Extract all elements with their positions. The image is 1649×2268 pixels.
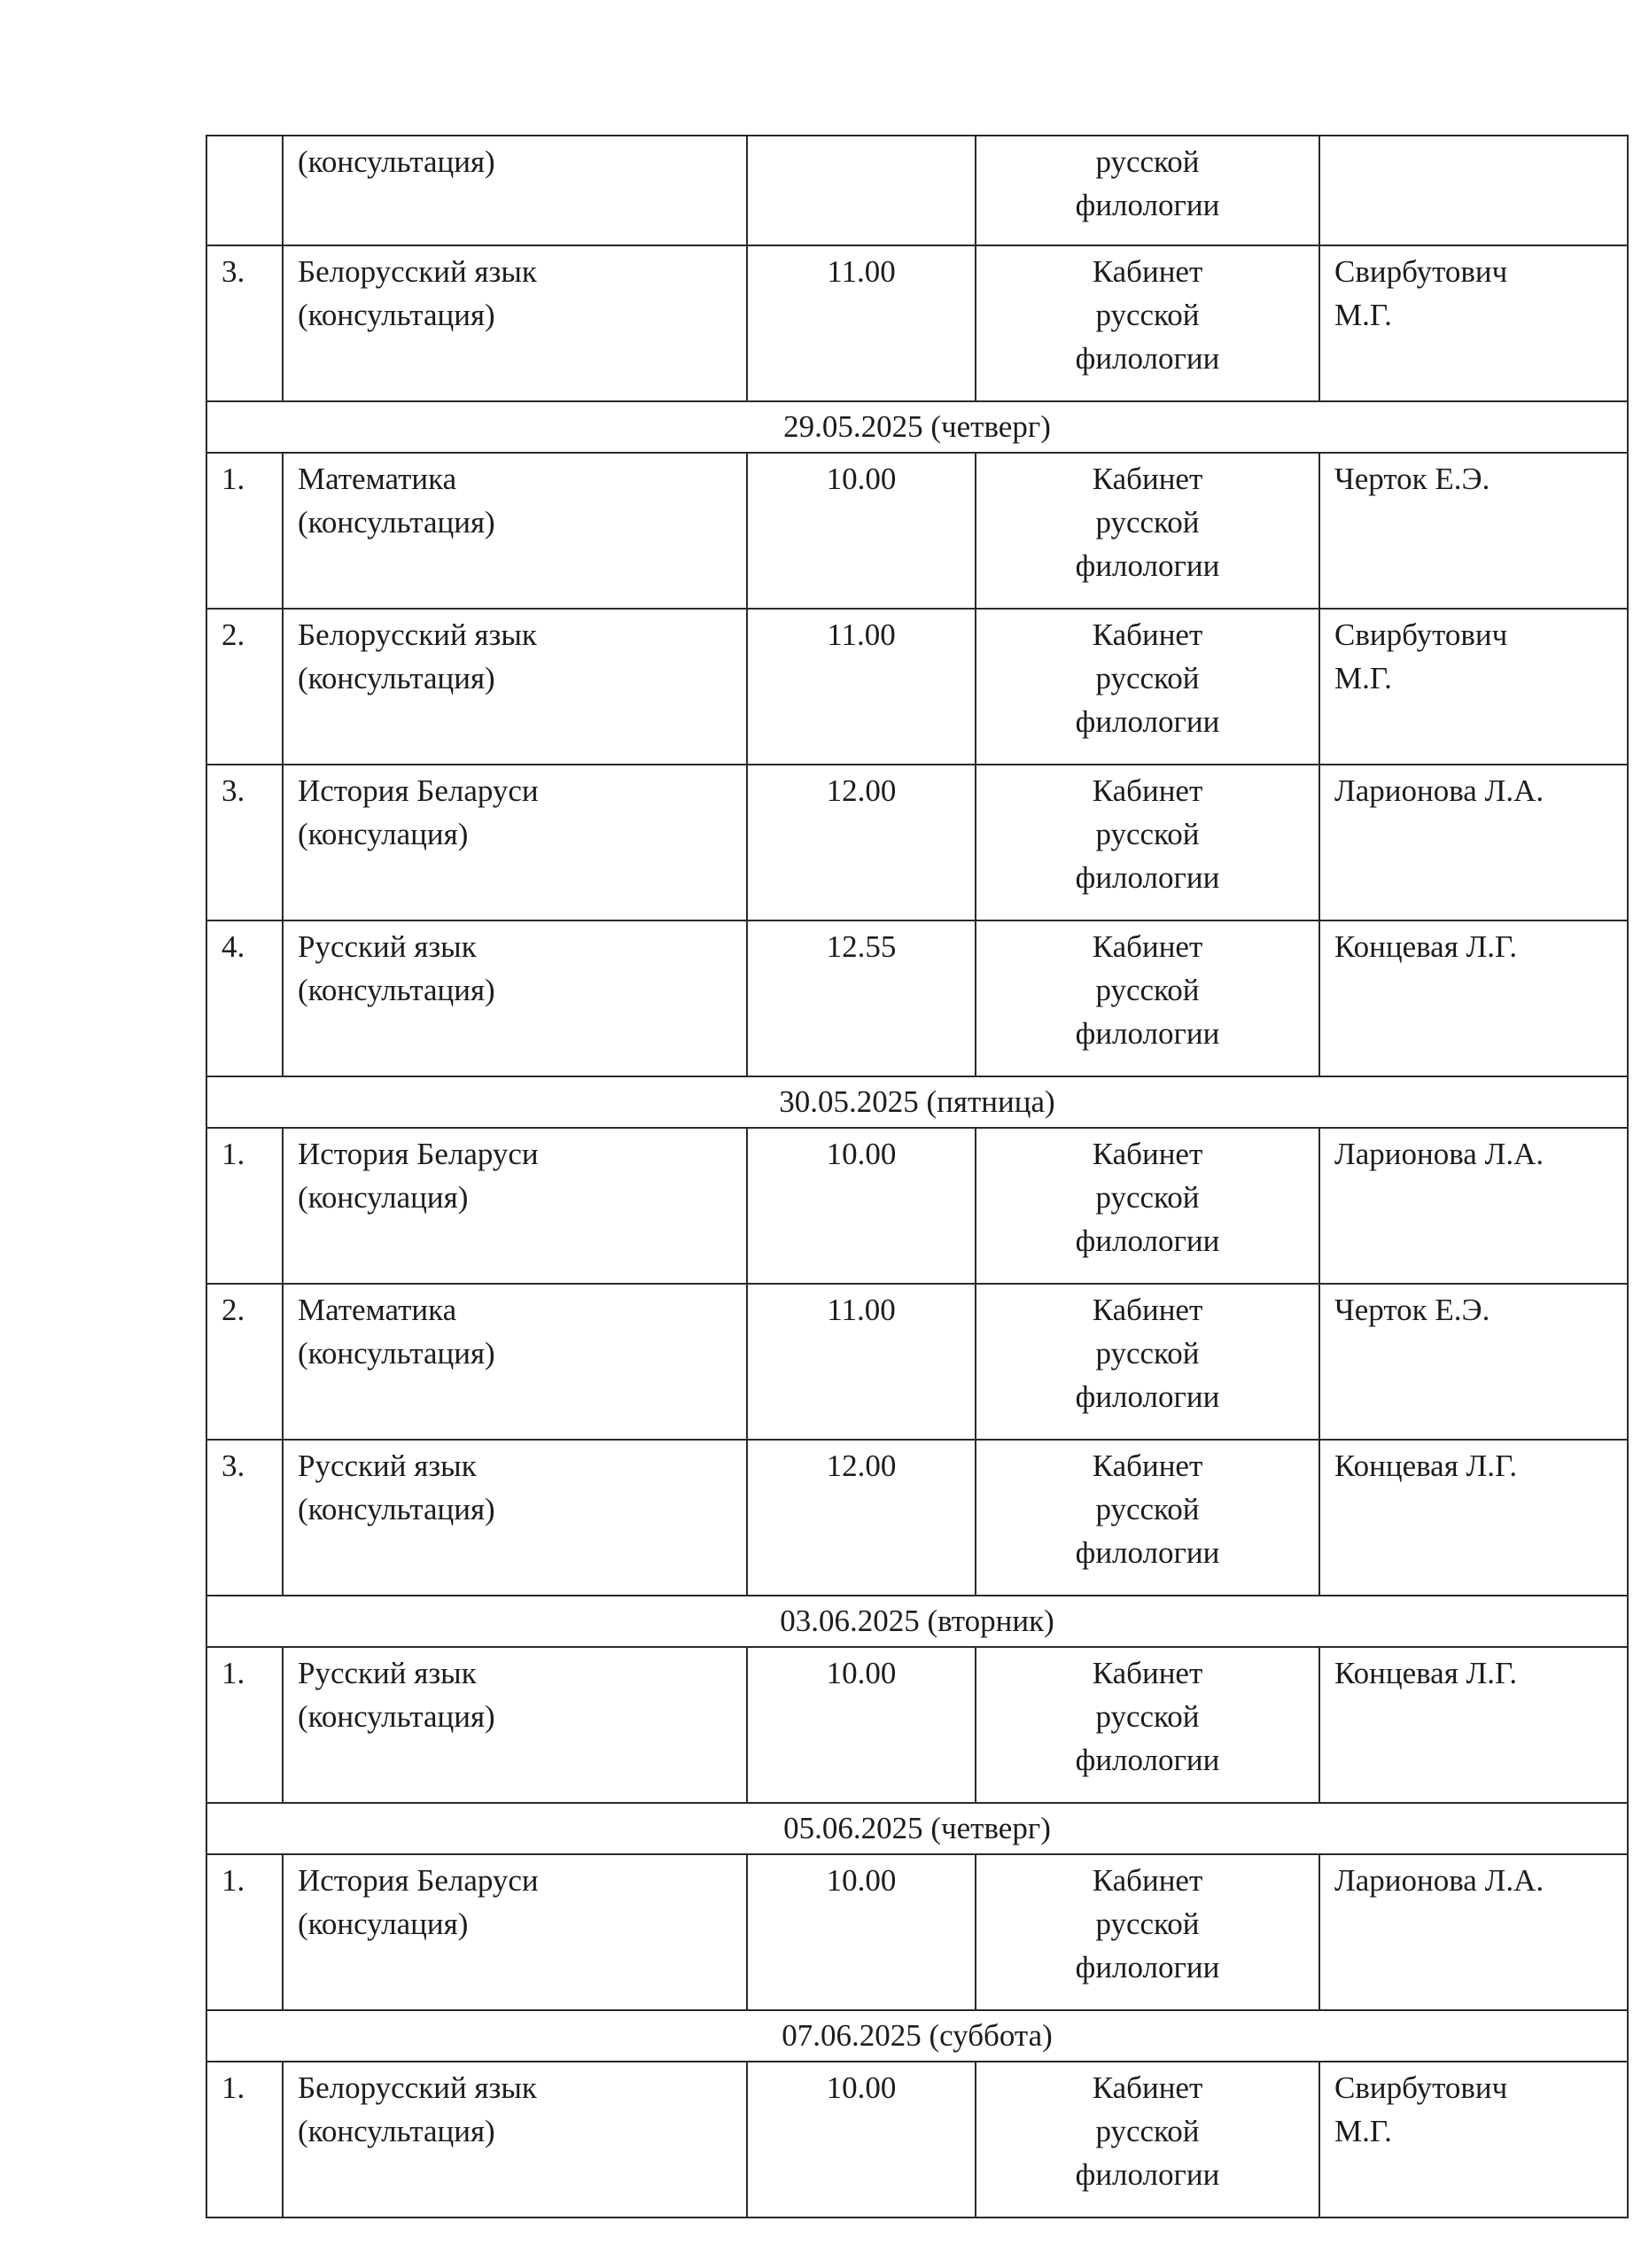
subject-line: (консультация) (298, 1492, 495, 1526)
place-line: Кабинет (1092, 1656, 1203, 1690)
subject-line: Белорусский язык (298, 617, 537, 652)
subject-cell (284, 1648, 748, 1802)
place-cell (976, 1285, 1320, 1439)
date-heading: 29.05.2025 (четверг) (207, 402, 1629, 452)
table-row (207, 454, 1629, 610)
time-cell: 10.00 (748, 2062, 976, 2217)
table-row (207, 610, 1629, 765)
teacher-line: Свирбутович (1334, 2070, 1508, 2105)
place-line: Кабинет (1092, 617, 1203, 652)
subject-line: Русский язык (298, 929, 477, 964)
teacher-line: Концевая Л.Г. (1334, 929, 1518, 964)
table-row-continued (207, 136, 1629, 246)
date-heading: 07.06.2025 (суббота) (207, 2011, 1629, 2061)
teacher-cell (1320, 921, 1629, 1076)
teacher-line: М.Г. (1334, 298, 1392, 332)
subject-line: Белорусский язык (298, 254, 537, 289)
subject-line: (консультация) (298, 1699, 495, 1734)
place-line: русской (1095, 973, 1200, 1007)
row-number-cell (207, 136, 284, 245)
date-row (207, 1077, 1629, 1129)
teacher-line: Свирбутович (1334, 617, 1508, 652)
subject-line: История Беларуси (298, 1137, 539, 1171)
place-line: филологии (1075, 1016, 1220, 1051)
subject-line: Русский язык (298, 1656, 477, 1690)
place-cell (976, 765, 1320, 920)
place-line: филологии (1075, 1535, 1220, 1570)
row-number: 1. (207, 1648, 284, 1802)
time-cell: 12.55 (748, 921, 976, 1076)
teacher-line: Ларионова Л.А. (1334, 773, 1544, 808)
place-line: русской (1095, 1492, 1200, 1526)
time-cell: 10.00 (748, 1648, 976, 1802)
subject-line: Русский язык (298, 1449, 477, 1483)
place-cell (976, 1855, 1320, 2009)
place-line: русской (1095, 817, 1200, 851)
place-cell (976, 1129, 1320, 1283)
teacher-cell (1320, 765, 1629, 920)
teacher-line: Концевая Л.Г. (1334, 1449, 1518, 1483)
place-line: русской (1095, 661, 1200, 695)
place-line: филологии (1075, 1223, 1220, 1258)
place-line: русской (1095, 144, 1200, 179)
place-cell (976, 1648, 1320, 1802)
place-line: Кабинет (1092, 929, 1203, 964)
date-row (207, 402, 1629, 454)
table-row (207, 246, 1629, 402)
place-line: филологии (1075, 704, 1220, 739)
row-number: 1. (207, 2062, 284, 2217)
subject-cell (284, 765, 748, 920)
place-line: Кабинет (1092, 1449, 1203, 1483)
subject-line: Математика (298, 1293, 457, 1327)
subject-line: (консультация) (298, 661, 495, 695)
teacher-cell (1320, 2062, 1629, 2217)
place-cell (976, 454, 1320, 608)
place-line: русской (1095, 1907, 1200, 1941)
teacher-cell (1320, 1129, 1629, 1283)
place-cell (976, 2062, 1320, 2217)
place-line: филологии (1075, 548, 1220, 583)
place-line: филологии (1075, 188, 1220, 222)
subject-cell (284, 2062, 748, 2217)
time-cell: 10.00 (748, 1855, 976, 2009)
subject-line: Белорусский язык (298, 2070, 537, 2105)
place-line: филологии (1075, 860, 1220, 895)
place-line: Кабинет (1092, 773, 1203, 808)
teacher-cell (1320, 454, 1629, 608)
place-line: русской (1095, 298, 1200, 332)
teacher-cell (1320, 1285, 1629, 1439)
time-cell (748, 136, 976, 245)
date-heading: 05.06.2025 (четверг) (207, 1804, 1629, 1853)
row-number: 1. (207, 454, 284, 608)
time-cell: 12.00 (748, 765, 976, 920)
subject-cell (284, 454, 748, 608)
date-row (207, 1596, 1629, 1648)
place-line: русской (1095, 2114, 1200, 2148)
place-line: Кабинет (1092, 1293, 1203, 1327)
teacher-cell (1320, 1855, 1629, 2009)
date-row (207, 2011, 1629, 2062)
row-number: 3. (207, 1441, 284, 1595)
row-number: 3. (207, 765, 284, 920)
subject-cell (284, 1441, 748, 1595)
table-row (207, 921, 1629, 1077)
teacher-line: Ларионова Л.А. (1334, 1137, 1544, 1171)
place-cell (976, 921, 1320, 1076)
subject-cell (284, 136, 748, 245)
place-cell (976, 610, 1320, 764)
row-number: 3. (207, 246, 284, 400)
place-line: Кабинет (1092, 1137, 1203, 1171)
place-line: русской (1095, 1699, 1200, 1734)
place-line: филологии (1075, 1379, 1220, 1414)
table-row (207, 1441, 1629, 1596)
place-line: Кабинет (1092, 1863, 1203, 1898)
place-cell (976, 136, 1320, 245)
row-number: 4. (207, 921, 284, 1076)
place-line: русской (1095, 505, 1200, 540)
table-row (207, 1855, 1629, 2011)
teacher-line: Черток Е.Э. (1334, 462, 1490, 496)
row-number: 1. (207, 1855, 284, 2009)
subject-cell (284, 1129, 748, 1283)
subject-line: (консулация) (298, 1180, 469, 1215)
place-line: Кабинет (1092, 254, 1203, 289)
time-cell: 11.00 (748, 1285, 976, 1439)
teacher-cell (1320, 1441, 1629, 1595)
table-row (207, 2062, 1629, 2218)
schedule-table (206, 135, 1629, 2218)
subject-cell (284, 1855, 748, 2009)
teacher-line: М.Г. (1334, 661, 1392, 695)
teacher-line: Ларионова Л.А. (1334, 1863, 1544, 1898)
teacher-line: М.Г. (1334, 2114, 1392, 2148)
place-line: филологии (1075, 1743, 1220, 1777)
subject-cell (284, 1285, 748, 1439)
subject-line: История Беларуси (298, 773, 539, 808)
time-cell: 11.00 (748, 610, 976, 764)
table-row (207, 1129, 1629, 1285)
date-heading: 03.06.2025 (вторник) (207, 1596, 1629, 1646)
subject-line: (консулация) (298, 817, 469, 851)
subject-line: (консультация) (298, 298, 495, 332)
subject-line: Математика (298, 462, 457, 496)
place-line: русской (1095, 1180, 1200, 1215)
row-number: 1. (207, 1129, 284, 1283)
teacher-cell (1320, 136, 1629, 245)
table-row (207, 1285, 1629, 1441)
time-cell: 12.00 (748, 1441, 976, 1595)
place-cell (976, 246, 1320, 400)
subject-line: (консультация) (298, 144, 495, 179)
subject-line: (консультация) (298, 1336, 495, 1371)
teacher-cell (1320, 1648, 1629, 1802)
row-number: 2. (207, 1285, 284, 1439)
place-line: Кабинет (1092, 462, 1203, 496)
subject-cell (284, 246, 748, 400)
teacher-cell (1320, 246, 1629, 400)
place-line: русской (1095, 1336, 1200, 1371)
table-row (207, 765, 1629, 921)
subject-line: История Беларуси (298, 1863, 539, 1898)
teacher-line: Свирбутович (1334, 254, 1508, 289)
time-cell: 10.00 (748, 1129, 976, 1283)
place-line: филологии (1075, 1950, 1220, 1984)
time-cell: 10.00 (748, 454, 976, 608)
subject-cell (284, 921, 748, 1076)
place-line: филологии (1075, 2157, 1220, 2192)
teacher-line: Черток Е.Э. (1334, 1293, 1490, 1327)
subject-line: (консультация) (298, 973, 495, 1007)
teacher-line: Концевая Л.Г. (1334, 1656, 1518, 1690)
date-heading: 30.05.2025 (пятница) (207, 1077, 1629, 1127)
subject-line: (консультация) (298, 2114, 495, 2148)
date-row (207, 1804, 1629, 1855)
place-cell (976, 1441, 1320, 1595)
place-line: филологии (1075, 341, 1220, 376)
place-line: Кабинет (1092, 2070, 1203, 2105)
teacher-cell (1320, 610, 1629, 764)
subject-line: (консулация) (298, 1907, 469, 1941)
time-cell: 11.00 (748, 246, 976, 400)
row-number: 2. (207, 610, 284, 764)
table-row (207, 1648, 1629, 1804)
subject-line: (консультация) (298, 505, 495, 540)
subject-cell (284, 610, 748, 764)
